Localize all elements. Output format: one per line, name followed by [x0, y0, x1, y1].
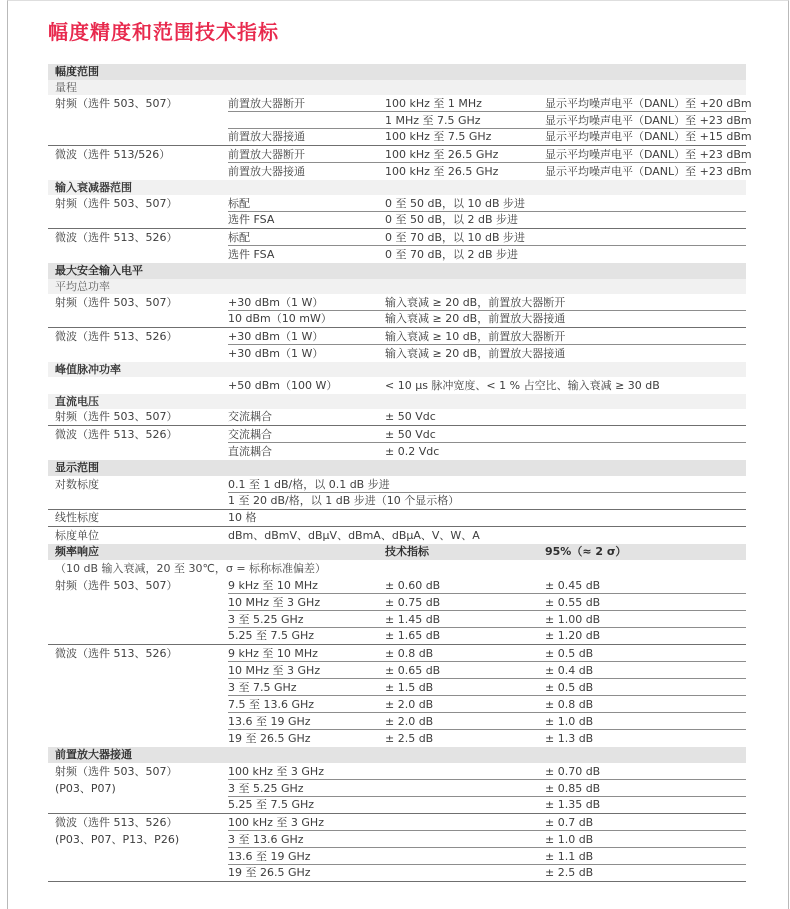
spec-row	[48, 594, 746, 611]
spec-cell: < 10 μs 脉冲宽度、< 1 % 占空比、输入衰减 ≥ 30 dB	[385, 378, 660, 392]
spec-cell: ± 0.5 dB	[545, 646, 594, 660]
spec-row	[48, 645, 746, 662]
subsection-header	[48, 279, 746, 294]
spec-cell: 10 格	[228, 511, 257, 525]
spec-row	[48, 848, 746, 865]
spec-cell: +30 dBm（1 W）	[228, 329, 324, 343]
spec-row	[48, 345, 746, 362]
spec-cell: ± 0.8 dB	[545, 697, 594, 711]
spec-row	[48, 163, 752, 180]
spec-cell: 标度单位	[55, 528, 99, 542]
spec-cell: 9 kHz 至 10 MHz	[228, 646, 318, 660]
spec-row	[48, 527, 746, 544]
spec-row	[48, 814, 746, 831]
spec-cell: 7.5 至 13.6 GHz	[228, 697, 315, 711]
spec-row	[48, 780, 746, 797]
spec-cell: ± 1.20 dB	[545, 629, 601, 643]
spec-cell: 0 至 70 dB，以 2 dB 步进	[385, 247, 519, 261]
spec-row	[48, 730, 746, 747]
spec-row	[48, 311, 746, 328]
subsection-header	[48, 180, 746, 195]
spec-cell: 标配	[228, 230, 250, 244]
spec-cell: 显示平均噪声电平（DANL）至 +23 dBm	[545, 164, 752, 178]
spec-cell: 线性标度	[55, 511, 99, 525]
spec-row	[48, 679, 746, 696]
spec-cell: ± 0.55 dB	[545, 595, 601, 609]
spec-cell: ± 1.5 dB	[385, 680, 434, 694]
spec-cell: ± 1.35 dB	[545, 798, 601, 812]
spec-cell: 5.25 至 7.5 GHz	[228, 798, 315, 812]
spec-row	[48, 112, 752, 129]
note-row	[48, 560, 746, 577]
spec-cell: ± 2.0 dB	[385, 697, 434, 711]
spec-row	[48, 195, 746, 212]
spec-cell: 选件 FSA	[228, 213, 275, 227]
spec-row	[48, 763, 746, 780]
spec-table	[48, 64, 752, 882]
spec-cell: ± 1.3 dB	[545, 731, 594, 745]
spec-cell: ± 1.65 dB	[385, 629, 441, 643]
spec-row	[48, 510, 746, 527]
spec-cell: +30 dBm（1 W）	[228, 346, 324, 360]
spec-cell: 1 至 20 dB/格，以 1 dB 步进（10 个显示格）	[228, 494, 460, 508]
spec-row	[48, 443, 746, 460]
spec-row	[48, 129, 752, 146]
spec-cell: 交流耦合	[228, 427, 272, 441]
spec-cell: 显示平均噪声电平（DANL）至 +15 dBm	[545, 130, 752, 144]
spec-cell: 射频（选件 503、507）	[55, 295, 178, 309]
spec-cell: dBm、dBmV、dBμV、dBmA、dBμA、V、W、A	[228, 528, 480, 542]
spec-cell: 微波（选件 513、526）	[55, 646, 178, 660]
section-header	[48, 460, 746, 476]
spec-cell: ± 0.2 Vdc	[385, 444, 440, 458]
spec-cell: 0 至 50 dB，以 10 dB 步进	[385, 196, 526, 210]
spec-cell: 3 至 5.25 GHz	[228, 612, 304, 626]
spec-cell: 最大安全输入电平	[55, 264, 143, 278]
spec-cell: 对数标度	[55, 477, 99, 491]
spec-row	[48, 294, 746, 311]
spec-cell: 平均总功率	[55, 279, 110, 293]
spec-cell: 1 MHz 至 7.5 GHz	[385, 113, 481, 127]
spec-row	[48, 229, 746, 246]
spec-cell: 100 kHz 至 7.5 GHz	[385, 130, 492, 144]
spec-row	[48, 577, 746, 594]
spec-cell: ± 0.85 dB	[545, 781, 601, 795]
page-title: 幅度精度和范围技术指标	[48, 20, 279, 44]
spec-cell: 前置放大器断开	[228, 147, 305, 161]
spec-cell: ± 1.0 dB	[545, 832, 594, 846]
spec-cell: 100 kHz 至 1 MHz	[385, 96, 482, 110]
spec-cell: ± 0.7 dB	[545, 815, 594, 829]
spec-cell: 微波（选件 513、526）	[55, 427, 178, 441]
spec-cell: 输入衰减 ≥ 20 dB，前置放大器接通	[385, 346, 566, 360]
spec-cell: （10 dB 输入衰减，20 至 30℃，σ = 标称标准偏差）	[55, 561, 327, 575]
spec-cell: (P03、P07)	[55, 781, 116, 795]
spec-cell: 0 至 50 dB，以 2 dB 步进	[385, 213, 519, 227]
spec-row	[48, 476, 746, 493]
spec-cell: 10 MHz 至 3 GHz	[228, 663, 321, 677]
spec-cell: ± 2.5 dB	[385, 731, 434, 745]
spec-row	[48, 409, 746, 426]
section-header	[48, 64, 746, 80]
spec-cell: 10 MHz 至 3 GHz	[228, 595, 321, 609]
spec-cell: 显示平均噪声电平（DANL）至 +23 dBm	[545, 113, 752, 127]
spec-cell: (P03、P07、P13、P26)	[55, 832, 180, 846]
spec-row	[48, 662, 746, 679]
spec-row	[48, 628, 746, 645]
spec-cell: 输入衰减 ≥ 10 dB，前置放大器断开	[385, 329, 566, 343]
spec-cell: 19 至 26.5 GHz	[228, 731, 311, 745]
spec-cell: ± 0.75 dB	[385, 595, 441, 609]
spec-row	[48, 865, 746, 882]
spec-row	[48, 696, 746, 713]
spec-cell: 13.6 至 19 GHz	[228, 714, 311, 728]
spec-cell: ± 2.5 dB	[545, 866, 594, 880]
spec-cell: 5.25 至 7.5 GHz	[228, 629, 315, 643]
spec-cell: 13.6 至 19 GHz	[228, 849, 311, 863]
spec-cell: ± 1.0 dB	[545, 714, 594, 728]
spec-cell: ± 0.5 dB	[545, 680, 594, 694]
spec-cell: 前置放大器接通	[228, 130, 305, 144]
spec-row	[48, 611, 746, 628]
spec-cell: 0 至 70 dB，以 10 dB 步进	[385, 230, 526, 244]
spec-cell: 100 kHz 至 26.5 GHz	[385, 164, 499, 178]
spec-cell: 微波（选件 513/526）	[55, 147, 171, 161]
spec-cell: 100 kHz 至 3 GHz	[228, 815, 324, 829]
spec-row	[48, 328, 746, 345]
spec-cell: 3 至 7.5 GHz	[228, 680, 297, 694]
spec-cell: 射频（选件 503、507）	[55, 410, 178, 424]
spec-cell: 量程	[55, 80, 77, 94]
spec-cell: 显示范围	[55, 461, 99, 475]
spec-cell: 3 至 13.6 GHz	[228, 832, 304, 846]
spec-cell: 选件 FSA	[228, 247, 275, 261]
spec-cell: 100 kHz 至 3 GHz	[228, 764, 324, 778]
spec-cell: +30 dBm（1 W）	[228, 295, 324, 309]
spec-row	[48, 493, 746, 510]
spec-cell: 显示平均噪声电平（DANL）至 +20 dBm	[545, 96, 752, 110]
subsection-header	[48, 394, 746, 409]
spec-cell: 射频（选件 503、507）	[55, 96, 178, 110]
spec-cell: 交流耦合	[228, 410, 272, 424]
spec-cell: 输入衰减器范围	[55, 180, 132, 194]
spec-cell: 9 kHz 至 10 MHz	[228, 578, 318, 592]
spec-cell: +50 dBm（100 W）	[228, 378, 338, 392]
spec-cell: 显示平均噪声电平（DANL）至 +23 dBm	[545, 147, 752, 161]
spec-cell: ± 0.8 dB	[385, 646, 434, 660]
spec-cell: 微波（选件 513、526）	[55, 815, 178, 829]
spec-row	[48, 797, 746, 814]
spec-row	[48, 831, 746, 848]
spec-cell: ± 1.00 dB	[545, 612, 601, 626]
spec-cell: ± 1.1 dB	[545, 849, 594, 863]
spec-cell: 技术指标	[385, 545, 429, 559]
spec-cell: ± 0.65 dB	[385, 663, 441, 677]
spec-row	[48, 246, 746, 263]
spec-row	[48, 377, 746, 394]
spec-cell: ± 0.60 dB	[385, 578, 441, 592]
spec-cell: 射频（选件 503、507）	[55, 196, 178, 210]
section-header	[48, 544, 746, 560]
spec-cell: 输入衰减 ≥ 20 dB，前置放大器断开	[385, 295, 566, 309]
spec-cell: ± 1.45 dB	[385, 612, 441, 626]
spec-cell: 直流电压	[55, 394, 99, 408]
spec-cell: 微波（选件 513、526）	[55, 329, 178, 343]
subsection-header	[48, 80, 746, 95]
spec-cell: 95%（≈ 2 σ）	[545, 545, 627, 559]
spec-cell: ± 0.4 dB	[545, 663, 594, 677]
spec-cell: 频率响应	[55, 545, 99, 559]
spec-cell: 微波（选件 513、526）	[55, 230, 178, 244]
spec-cell: 输入衰减 ≥ 20 dB，前置放大器接通	[385, 312, 566, 326]
spec-row	[48, 146, 752, 163]
spec-cell: ± 0.45 dB	[545, 578, 601, 592]
spec-cell: 射频（选件 503、507）	[55, 764, 178, 778]
spec-cell: 10 dBm（10 mW）	[228, 312, 332, 326]
spec-cell: ± 50 Vdc	[385, 410, 436, 424]
spec-cell: 3 至 5.25 GHz	[228, 781, 304, 795]
spec-row	[48, 212, 746, 229]
spec-cell: 射频（选件 503、507）	[55, 578, 178, 592]
subsection-header	[48, 362, 746, 377]
spec-cell: 前置放大器接通	[228, 164, 305, 178]
spec-cell: 100 kHz 至 26.5 GHz	[385, 147, 499, 161]
spec-row	[48, 426, 746, 443]
spec-cell: 标配	[228, 196, 250, 210]
spec-cell: 前置放大器断开	[228, 96, 305, 110]
spec-cell: 0.1 至 1 dB/格，以 0.1 dB 步进	[228, 477, 390, 491]
section-header	[48, 263, 746, 279]
spec-cell: 19 至 26.5 GHz	[228, 866, 311, 880]
spec-cell: 幅度范围	[55, 65, 99, 79]
spec-row	[48, 713, 746, 730]
spec-cell: 直流耦合	[228, 444, 272, 458]
spec-cell: 峰值脉冲功率	[55, 362, 121, 376]
spec-cell: ± 2.0 dB	[385, 714, 434, 728]
spec-cell: ± 0.70 dB	[545, 764, 601, 778]
spec-cell: 前置放大器接通	[55, 748, 132, 762]
section-header	[48, 747, 746, 763]
spec-cell: ± 50 Vdc	[385, 427, 436, 441]
spec-row	[48, 95, 752, 112]
